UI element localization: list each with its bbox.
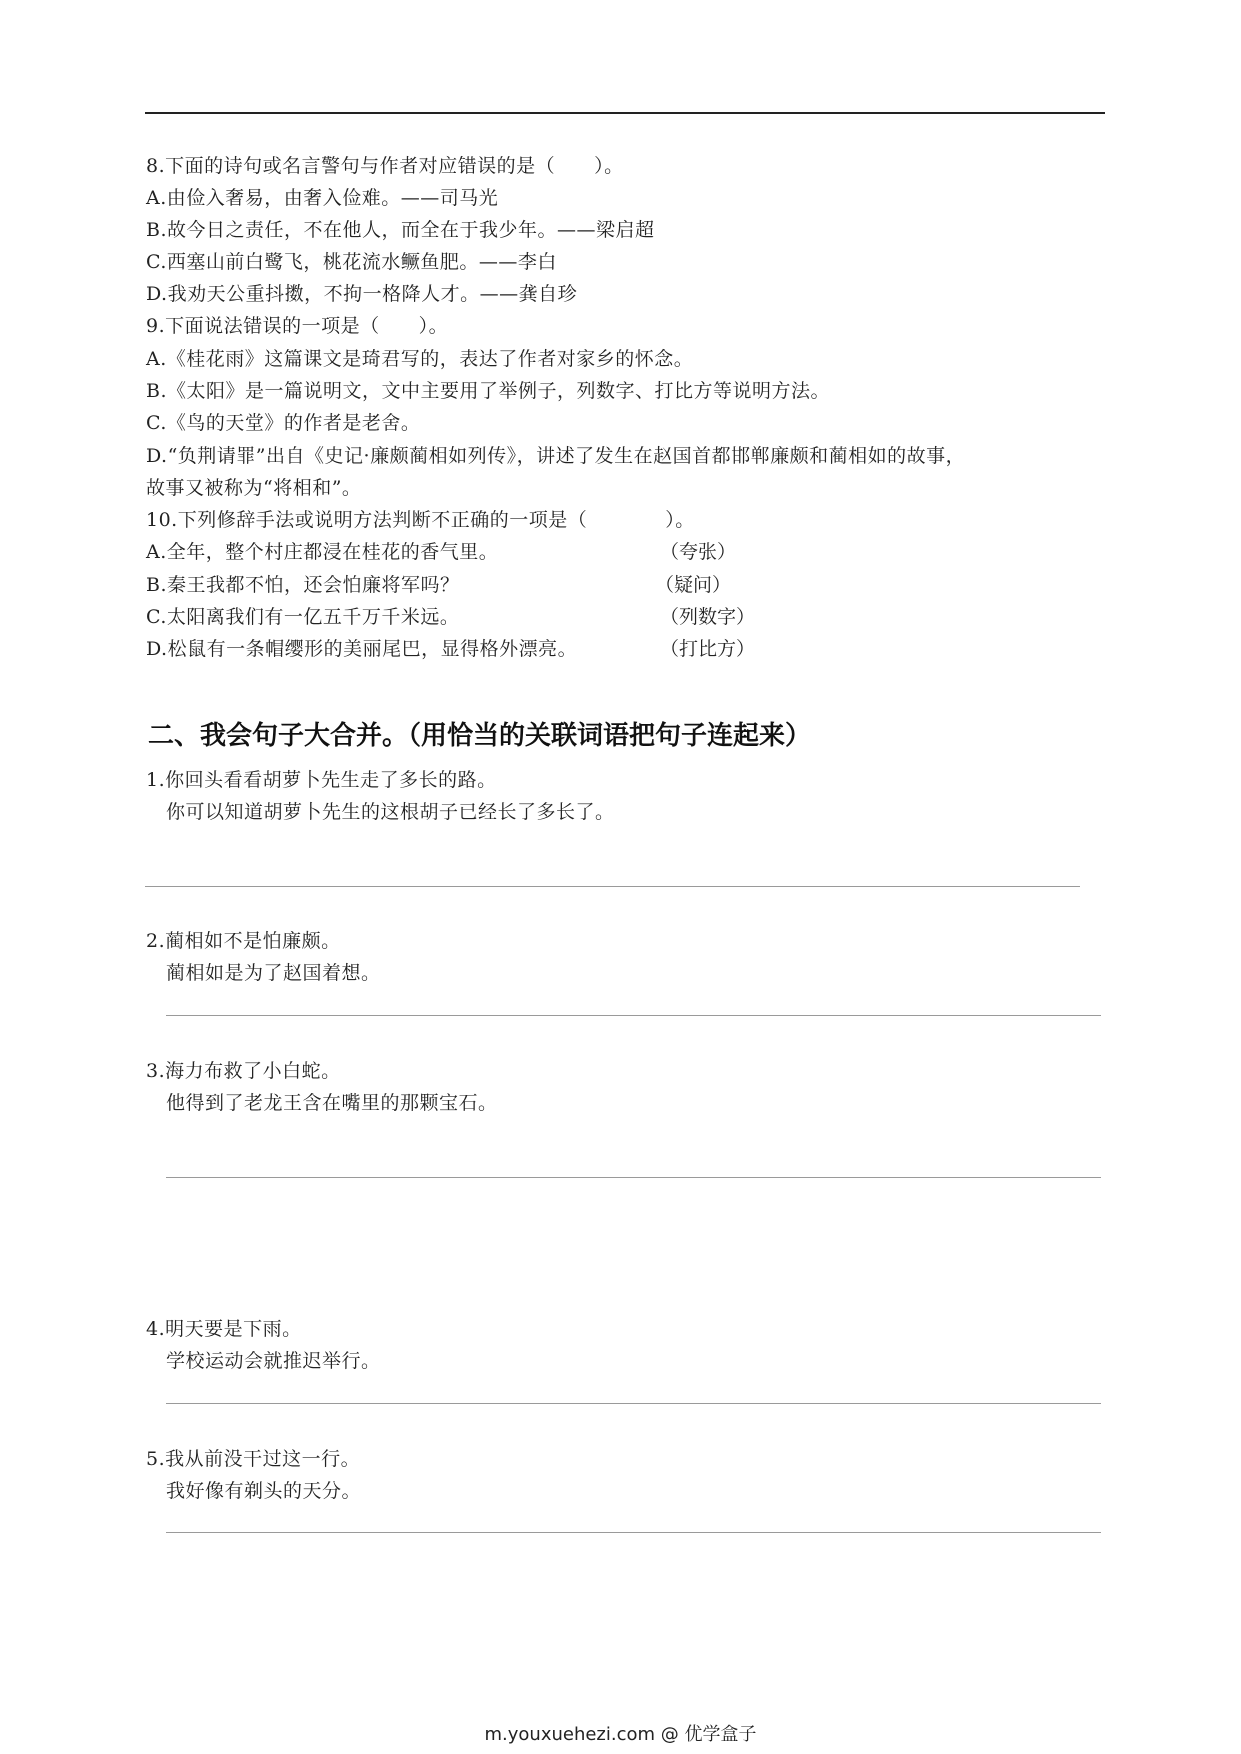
item4-answer-line[interactable]: [166, 1403, 1101, 1404]
q9-option-a: A.《桂花雨》这篇课文是琦君写的，表达了作者对家乡的怀念。: [146, 348, 694, 370]
q9-option-c: C.《鸟的天堂》的作者是老舍。: [146, 412, 421, 434]
item3-answer-line[interactable]: [166, 1177, 1101, 1178]
q10-option-c-tag: （列数字）: [660, 606, 756, 628]
q10-option-b-tag: （疑问）: [655, 574, 732, 596]
section-heading: 二、我会句子大合并。（用恰当的关联词语把句子连起来）: [148, 721, 812, 751]
q9-option-d-continued: 故事又被称为“将相和”。: [146, 477, 362, 499]
item4-first: 4.明天要是下雨。: [146, 1318, 302, 1340]
q8-option-d: D.我劝天公重抖擞，不拘一格降人才。——龚自珍: [146, 283, 578, 305]
item1-first: 1.你回头看看胡萝卜先生走了多长的路。: [146, 769, 497, 791]
item3-first: 3.海力布救了小白蛇。: [146, 1060, 341, 1082]
q8-option-c: C.西塞山前白鹭飞，桃花流水鳜鱼肥。——李白: [146, 251, 557, 273]
q8-option-a: A.由俭入奢易，由奢入俭难。——司马光: [146, 187, 499, 209]
q10-option-a: A.全年，整个村庄都浸在桂花的香气里。: [146, 541, 499, 563]
item1-answer-line[interactable]: [145, 886, 1080, 887]
q8-stem: 8.下面的诗句或名言警句与作者对应错误的是（ ）。: [146, 155, 624, 177]
q8-option-b: B.故今日之责任，不在他人，而全在于我少年。——梁启超: [146, 219, 655, 241]
item2-first: 2.蔺相如不是怕廉颇。: [146, 930, 341, 952]
q10-stem: 10.下列修辞手法或说明方法判断不正确的一项是（ ）。: [146, 509, 695, 531]
q10-option-c: C.太阳离我们有一亿五千万千米远。: [146, 606, 460, 628]
item5-first: 5.我从前没干过这一行。: [146, 1448, 361, 1470]
q9-stem: 9.下面说法错误的一项是（ ）。: [146, 315, 449, 337]
item5-answer-line[interactable]: [166, 1532, 1101, 1533]
item2-answer-line[interactable]: [166, 1015, 1101, 1016]
q10-option-d-tag: （打比方）: [660, 638, 756, 660]
q10-option-a-tag: （夸张）: [660, 541, 737, 563]
q10-option-b: B.秦王我都不怕，还会怕廉将军吗？: [146, 574, 460, 596]
header-rule: [145, 112, 1105, 114]
q10-option-d: D.松鼠有一条帽缨形的美丽尾巴，显得格外漂亮。: [146, 638, 578, 660]
item4-second: 学校运动会就推迟举行。: [166, 1350, 381, 1372]
q9-option-b: B.《太阳》是一篇说明文，文中主要用了举例子，列数字、打比方等说明方法。: [146, 380, 831, 402]
q9-option-d: D.“负荆请罪”出自《史记·廉颇蔺相如列传》，讲述了发生在赵国首都邯郸廉颇和蔺相如的故事，: [146, 445, 966, 467]
item1-second: 你可以知道胡萝卜先生的这根胡子已经长了多长了。: [166, 801, 615, 823]
item2-second: 蔺相如是为了赵国着想。: [166, 962, 381, 984]
item3-second: 他得到了老龙王含在嘴里的那颗宝石。: [166, 1092, 498, 1114]
item5-second: 我好像有剃头的天分。: [166, 1480, 362, 1502]
footer-watermark: m.youxuehezi.com @ 优学盒子: [484, 1724, 757, 1745]
